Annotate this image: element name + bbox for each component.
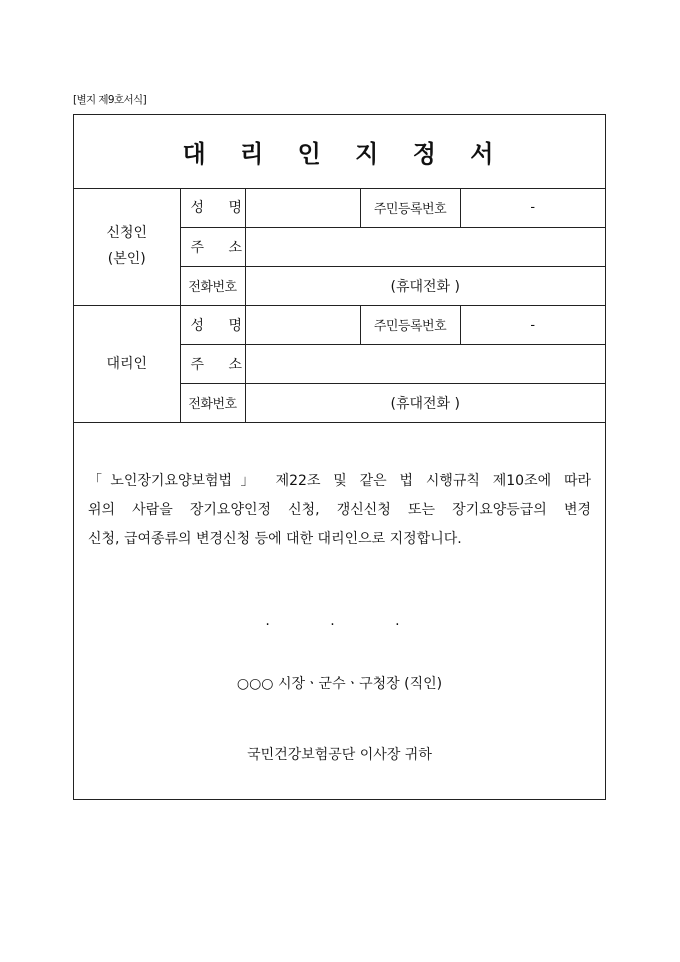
agent-name-label-cell — [180, 305, 252, 344]
agent-name-row — [74, 305, 605, 344]
applicant-phone-label-cell — [180, 266, 245, 305]
agent-address-field[interactable] — [245, 344, 605, 383]
applicant-rrn-label-cell — [360, 188, 460, 227]
agent-group-label-cell — [74, 305, 180, 422]
designation-statement — [88, 467, 591, 554]
applicant-phone-label: 전화번호 — [188, 280, 237, 295]
applicant-label-line1: 신청인 — [106, 225, 148, 242]
signer-line: ○○○ 시장ㆍ군수ㆍ구청장 (직인) — [236, 676, 443, 692]
designation-form — [73, 114, 606, 800]
applicant-address-field[interactable] — [245, 227, 605, 266]
applicant-mobile-label: (휴대전화 ) — [390, 278, 460, 295]
applicant-rrn-field[interactable] — [460, 188, 605, 227]
statement-line-1: 「노인장기요양보험법」 제22조 및 같은 법 시행규칙 제10조에 따라 — [88, 473, 591, 489]
applicant-label-line2: (본인) — [107, 251, 146, 268]
applicant-name-label: 성 명 — [190, 200, 252, 217]
agent-address-label: 주 소 — [190, 356, 252, 373]
form-number-label: [별지 제9호서식] — [73, 94, 147, 106]
title-area — [74, 115, 605, 189]
agent-rrn-label-cell — [360, 305, 460, 344]
applicant-phone-field[interactable] — [245, 266, 605, 305]
agent-group-label: 대리인 — [106, 355, 148, 372]
applicant-group-label — [74, 188, 180, 305]
agent-rrn-field[interactable] — [460, 305, 605, 344]
agent-phone-label-cell — [180, 383, 245, 422]
agent-name-field[interactable] — [245, 305, 360, 344]
applicant-name-field[interactable] — [245, 188, 360, 227]
info-table — [74, 188, 605, 423]
applicant-address-label-cell — [180, 227, 252, 266]
applicant-rrn-label: 주민등록번호 — [373, 201, 447, 217]
agent-mobile-label: (휴대전화 ) — [390, 395, 460, 412]
applicant-rrn-dash: - — [530, 200, 536, 216]
applicant-name-row — [74, 188, 605, 227]
statement-line-3: 신청, 급여종류의 변경신청 등에 대한 대리인으로 지정합니다. — [88, 531, 462, 547]
agent-phone-label: 전화번호 — [188, 397, 237, 412]
agent-rrn-dash: - — [530, 317, 536, 333]
applicant-address-label: 주 소 — [190, 239, 252, 256]
applicant-name-label-cell — [180, 188, 252, 227]
form-title: 대 리 인 지 정 서 — [182, 140, 507, 168]
agent-address-label-cell — [180, 344, 252, 383]
agent-rrn-label: 주민등록번호 — [373, 319, 447, 334]
agent-name-label: 성 명 — [190, 317, 252, 334]
addressee-line: 국민건강보험공단 이사장 귀하 — [247, 747, 432, 763]
date-field[interactable]: . . . — [265, 613, 428, 629]
agent-phone-field[interactable] — [245, 383, 605, 422]
statement-line-2: 위의 사람을 장기요양인정 신청, 갱신신청 또는 장기요양등급의 변경 — [88, 502, 591, 518]
